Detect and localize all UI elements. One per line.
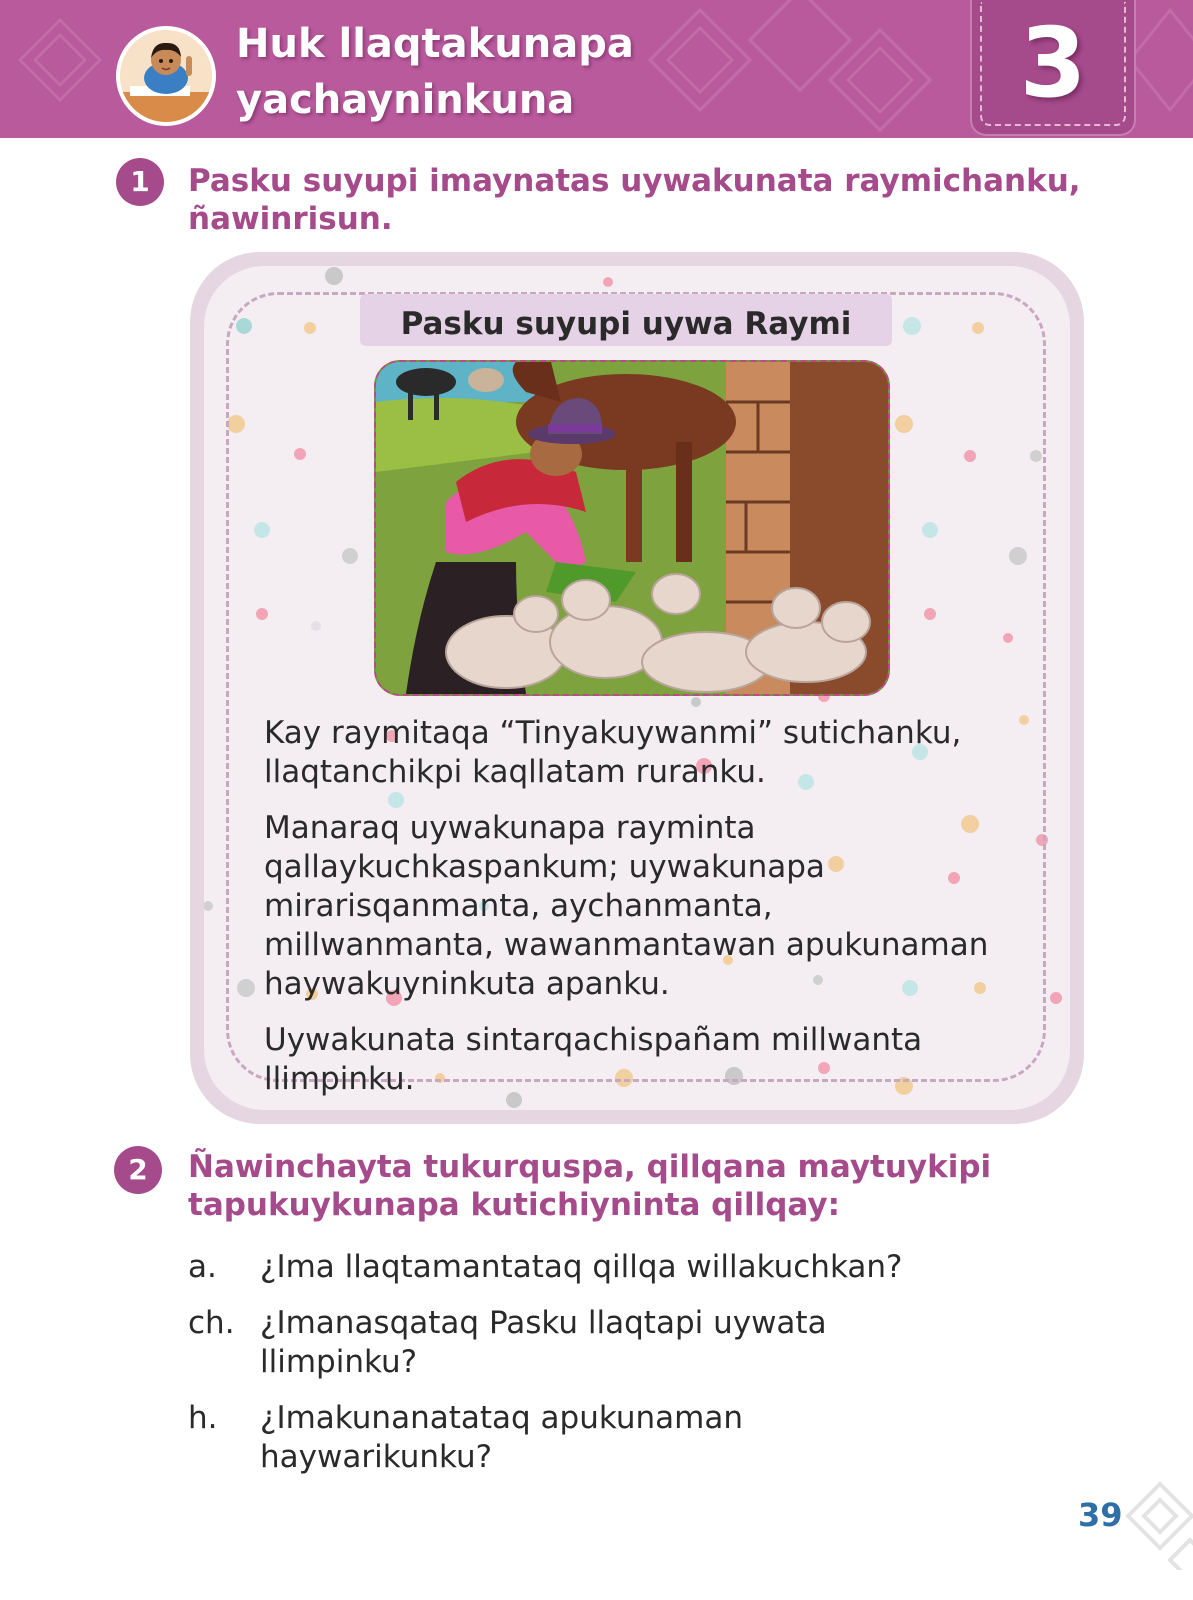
question-ch	[188, 1304, 1088, 1382]
exercise-2-instruction-line-1: Ñawinchayta tukurquspa, qillqana maytuykipi	[188, 1149, 992, 1185]
exercise-2-badge: 2	[114, 1146, 162, 1194]
question-a-letter: a.	[188, 1249, 217, 1285]
reading-paragraph-1-line-1: Kay raymitaqa “Tinyakuywanmi” sutichanku,	[264, 715, 962, 751]
reading-card	[190, 252, 1084, 1124]
unit-title-line-1: Huk llaqtakunapa	[236, 21, 634, 67]
unit-number-tab	[972, 0, 1134, 134]
unit-title-line-2: yachayninkuna	[236, 77, 575, 123]
question-a-line-1: ¿Ima llaqtamantataq qillqa willakuchkan?	[260, 1249, 903, 1285]
reading-paragraph-2-line-1: Manaraq uywakunapa rayminta	[264, 810, 756, 846]
reading-paragraph-2	[264, 809, 1054, 1004]
reading-title: Pasku suyupi uywa Raymi	[400, 306, 852, 342]
reading-paragraph-1	[264, 714, 1054, 792]
reading-paragraph-1-line-2: llaqtanchikpi kaqllatam ruranku.	[264, 754, 766, 790]
exercise-1-badge: 1	[116, 158, 164, 206]
reading-paragraph-2-line-3: mirarisqanmanta, aychanmanta,	[264, 888, 773, 924]
reading-text	[264, 714, 1054, 1110]
question-h-line-1: ¿Imakunanatataq apukunaman	[260, 1400, 744, 1436]
reading-paragraph-3-line-2: llimpinku.	[264, 1061, 415, 1097]
question-a	[188, 1248, 1088, 1287]
question-ch-letter: ch.	[188, 1305, 235, 1341]
page-number: 39	[1078, 1496, 1123, 1534]
question-h	[188, 1399, 1088, 1477]
question-h-letter: h.	[188, 1400, 218, 1436]
corner-diamond-icon	[1120, 1480, 1193, 1570]
student-avatar	[116, 26, 216, 126]
question-list	[188, 1248, 1088, 1494]
reading-card-inner	[204, 266, 1070, 1110]
exercise-1-instruction-line-1: Pasku suyupi imaynatas uywakunata raymichanku,	[188, 163, 1081, 199]
reading-paragraph-2-line-2: qallaykuchkaspankum; uywakunapa	[264, 849, 825, 885]
boy-reading-icon	[120, 30, 212, 122]
woman-feeding-sheep-illustration	[374, 360, 890, 696]
exercise-1-instruction-line-2: ñawinrisun.	[188, 201, 393, 237]
reading-paragraph-2-line-4: millwanmanta, wawanmantawan apukunaman	[264, 927, 989, 963]
exercise-1-instruction	[188, 162, 1088, 238]
reading-paragraph-3-line-1: Uywakunata sintarqachispañam millwanta	[264, 1022, 923, 1058]
question-ch-line-2: llimpinku?	[260, 1344, 418, 1380]
reading-paragraph-3	[264, 1021, 1054, 1099]
reading-paragraph-2-line-5: haywakuyninkuta apanku.	[264, 966, 670, 1002]
exercise-2-instruction-line-2: tapukuykunapa kutichiyninta qillqay:	[188, 1187, 840, 1223]
unit-title	[236, 16, 836, 128]
question-ch-line-1: ¿Imanasqataq Pasku llaqtapi uywata	[260, 1305, 827, 1341]
question-h-line-2: haywarikunku?	[260, 1439, 493, 1475]
unit-header	[0, 0, 1193, 138]
unit-number: 3	[1019, 7, 1087, 119]
exercise-2-instruction	[188, 1148, 1088, 1224]
